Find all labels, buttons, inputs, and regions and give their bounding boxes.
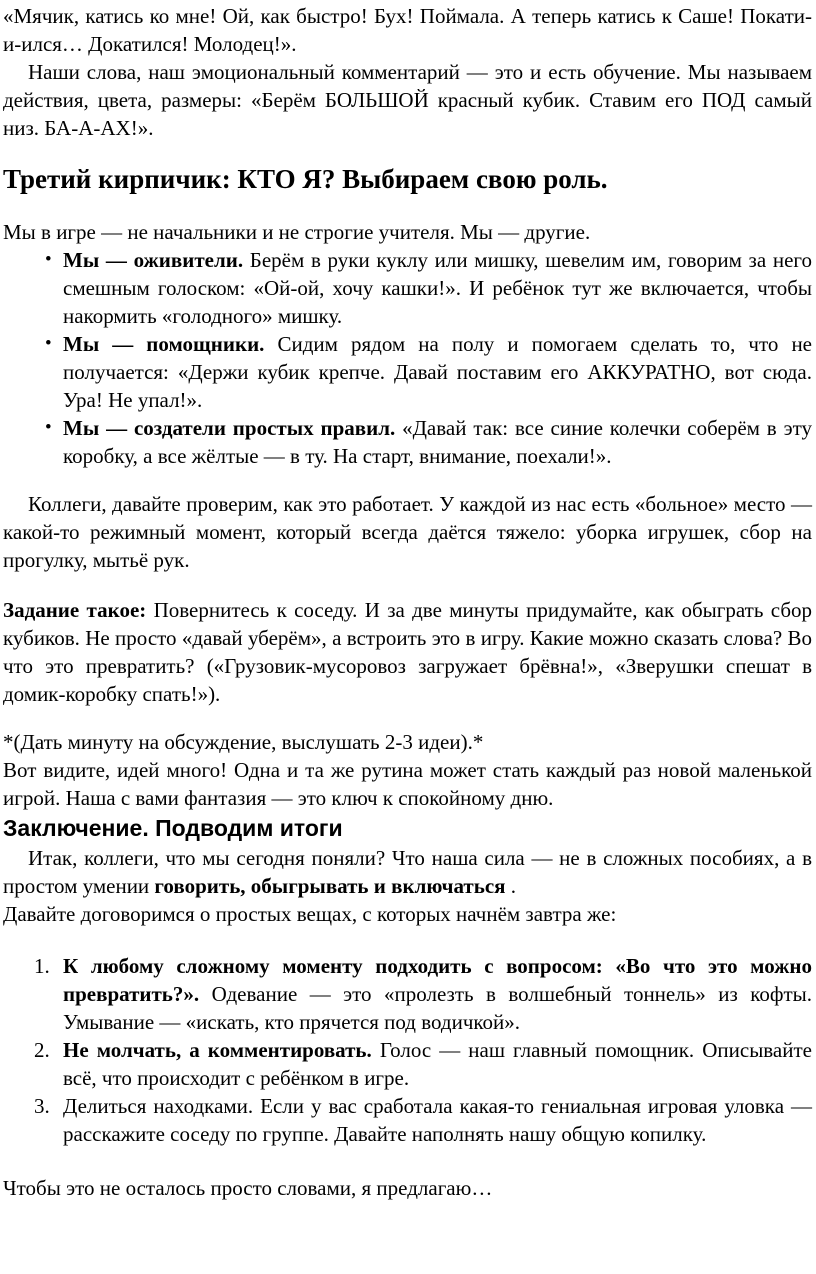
list-item-revivers (45, 246, 812, 330)
bullet-icon: • (45, 249, 52, 270)
heading-conclusion: Заключение. Подводим итоги (3, 815, 343, 841)
paragraph-ball-quote: «Мячик, катись ко мне! Ой, как быстро! Бух! Поймала. А теперь катись к Саше! Покати-и-ился… Докатился! Молодец!». (3, 4, 812, 56)
list-item-helpers (45, 330, 812, 414)
list-item-text: Одевание — это «пролезть в волшебный тоннель» из кофты. Умывание — «искать, кто прячется под водичкой». (63, 982, 812, 1034)
list-item-lead: Мы — создатели простых правил. (63, 416, 396, 440)
task-text: Повернитесь к соседу. И за две минуты придумайте, как обыграть сбор кубиков. Не просто «давай уберём», а встроить это в игру. Какие можно сказать слова? Во что это превратить? («Грузовик-мусоровоз загружает брёвна!», «Зверушки спешат в домик-коробку спать!»). (3, 598, 812, 706)
paragraph-many-ideas: Вот видите, идей много! Одна и та же рутина может стать каждый раз новой маленькой игрой. Наша с вами фантазия — это ключ к спокойному дню. (3, 758, 812, 810)
numbered-item-question (34, 952, 812, 1036)
list-number: 2. (34, 1038, 50, 1062)
roles-bullet-list (3, 246, 812, 470)
paragraph-facilitator-note: *(Дать минуту на обсуждение, выслушать 2-3 идеи).* (3, 730, 484, 754)
list-item-text: «Давай так: все синие колечки соберём в эту коробку, а все жёлтые — в ту. На старт, внимание, поехали!». (63, 416, 812, 468)
heading-third-brick: Третий кирпичик: КТО Я? Выбираем свою роль. (3, 164, 608, 194)
summary-text-post: . (505, 874, 517, 898)
list-number: 1. (34, 954, 50, 978)
numbered-item-comment (34, 1036, 812, 1092)
list-item-lead: Мы — оживители. (63, 248, 244, 272)
task-lead: Задание такое: (3, 598, 147, 622)
numbered-item-share (34, 1092, 812, 1148)
paragraph-colleagues-check: Коллеги, давайте проверим, как это работает. У каждой из нас есть «больное» место — какой-то режимный момент, который всегда даётся тяжело: уборка игрушек, сбор на прогулку, мытьё рук. (3, 492, 812, 572)
list-item-lead: Не молчать, а комментировать. (63, 1038, 372, 1062)
list-item-lead: К любому сложному моменту подходить с вопросом: «Во что это можно превратить?». (63, 954, 812, 1006)
list-item-text: Голос — наш главный помощник. Описывайте всё, что происходит с ребёнком в игре. (63, 1038, 812, 1090)
list-item-text: Сидим рядом на полу и помогаем сделать то, что не получается: «Держи кубик крепче. Давай поставим его АККУРАТНО, вот сюда. Ура! Не упал!». (63, 332, 812, 412)
list-item-lead: Мы — помощники. (63, 332, 265, 356)
summary-text-pre: Итак, коллеги, что мы сегодня поняли? Что наша сила — не в сложных пособиях, а в простом умении (3, 846, 812, 898)
bullet-icon: • (45, 333, 52, 354)
paragraph-closing: Чтобы это не осталось просто словами, я предлагаю… (3, 1176, 493, 1200)
paragraph-our-words: Наши слова, наш эмоциональный комментарий — это и есть обучение. Мы называем действия, цвета, размеры: «Берём БОЛЬШОЙ красный кубик. Ставим его ПОД самый низ. БА-А-АХ!». (3, 60, 812, 140)
list-item-text: Берём в руки куклу или мишку, шевелим им, говорим за него смешным голоском: «Ой-ой, хочу кашки!». И ребёнок тут же включается, чтобы накормить «голодного» мишку. (63, 248, 812, 328)
paragraph-agreement-intro: Давайте договоримся о простых вещах, с которых начнём завтра же: (3, 902, 617, 926)
paragraph-we-in-game: Мы в игре — не начальники и не строгие учителя. Мы — другие. (3, 220, 591, 244)
agreements-numbered-list (3, 952, 812, 1148)
summary-text-bold: говорить, обыгрывать и включаться (154, 874, 506, 898)
list-item-text: Делиться находками. Если у вас сработала какая-то гениальная игровая уловка — расскажите соседу по группе. Давайте наполнять нашу общую копилку. (63, 1094, 812, 1146)
paragraph-task (3, 596, 812, 708)
list-number: 3. (34, 1094, 50, 1118)
list-item-rule-makers (45, 414, 812, 470)
paragraph-summary (3, 844, 812, 900)
bullet-icon: • (45, 417, 52, 438)
